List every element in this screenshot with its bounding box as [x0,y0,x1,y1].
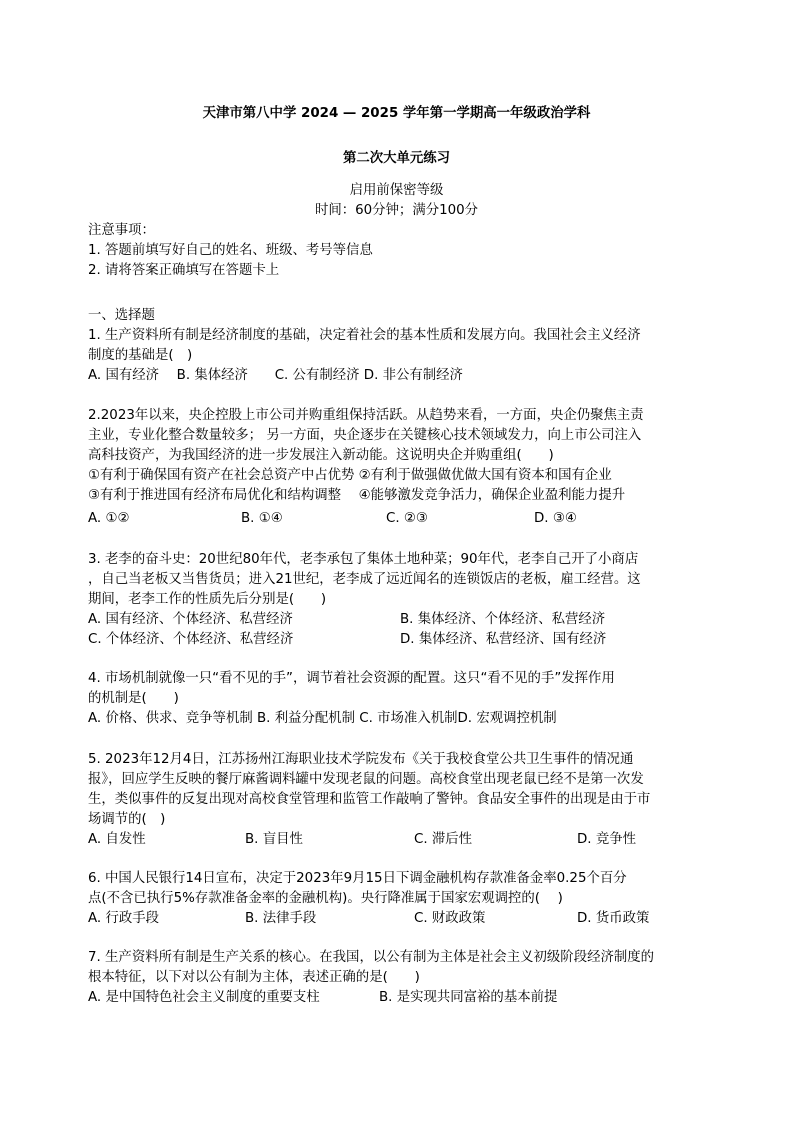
question-1-stem: 1. 生产资料所有制是经济制度的基础，决定着社会的基本性质和发展方向。我国社会主义经济 [88,328,641,343]
question-2-stem: 高科技资产，为我国经济的进一步发展注入新动能。这说明央企并购重组( ) [88,448,554,463]
confidential-label: 启用前保密等级 [349,183,444,198]
time-score-line: 时间：60分钟；满分100分 [314,203,479,218]
question-5-stem: 生，类似事件的反复出现对高校食堂管理和监管工作敲响了警钟。食品安全事件的出现是由于市 [88,792,651,807]
question-6-option-b: B. 法律手段 [245,911,317,926]
question-7-option-b: B. 是实现共同富裕的基本前提 [379,990,558,1005]
question-7-stem: 7. 生产资料所有制是生产关系的核心。在我国，以公有制为主体是社会主义初级阶段经济制度的 [88,950,655,965]
question-6-option-d: D. 货币政策 [577,911,650,926]
exam-title: 天津市第八中学 2024 — 2025 学年第一学期高一年级政治学科 [202,106,591,121]
question-2-option-a: A. ①② [88,511,130,526]
question-5-stem: 5. 2023年12月4日，江苏扬州江海职业技术学院发布《关于我校食堂公共卫生事件的情况通 [88,752,634,767]
question-5-option-a: A. 自发性 [88,832,146,847]
question-3-option-a: A. 国有经济、个体经济、私营经济 [88,612,293,627]
question-2-option-c: C. ②③ [386,511,428,526]
question-4-stem: 4. 市场机制就像一只“看不见的手”，调节着社会资源的配置。这只“看不见的手”发挥作用 [88,671,615,686]
question-3-stem: 期间，老李工作的性质先后分别是( ) [88,592,327,607]
question-2-stem: 主业，专业化整合数量较多； 另一方面，央企逐步在关键核心技术领域发力，向上市公司注入 [88,428,642,443]
question-1-stem: 制度的基础是( ) [88,348,193,363]
question-4-stem: 的机制是( ) [88,691,179,706]
question-7-stem: 根本特征，以下对以公有制为主体，表述正确的是( ) [88,970,420,985]
question-2-statement: ③有利于推进国有经济布局优化和结构调整 ④能够激发竞争活力，确保企业盈利能力提升 [88,488,626,503]
question-7-option-a: A. 是中国特色社会主义制度的重要支柱 [88,990,320,1005]
question-3-stem: 3. 老李的奋斗史：20世纪80年代，老李承包了集体土地种菜；90年代，老李自己开了小商店 [88,552,639,567]
section-heading: 一、选择题 [88,308,155,323]
question-2-stem: 2.2023年以来，央企控股上市公司并购重组保持活跃。从趋势来看，一方面，央企仍聚焦主责 [88,408,644,423]
question-3-option-c: C. 个体经济、个体经济、私营经济 [88,632,294,647]
question-3-option-b: B. 集体经济、个体经济、私营经济 [400,612,606,627]
question-2-option-d: D. ③④ [534,511,577,526]
question-6-stem: 6. 中国人民银行14日宣布，决定于2023年9月15日下调金融机构存款准备金率0.25个百分 [88,871,627,886]
question-5-stem: 场调节的( ) [88,812,166,827]
question-6-option-a: A. 行政手段 [88,911,159,926]
question-2-statement: ①有利于确保国有资产在社会总资产中占优势 ②有利于做强做优做大国有资本和国有企业 [88,468,612,483]
note-item: 1. 答题前填写好自己的姓名、班级、考号等信息 [88,243,373,258]
note-item: 2. 请将答案正确填写在答题卡上 [88,263,280,278]
question-3-option-d: D. 集体经济、私营经济、国有经济 [400,632,607,647]
question-6-option-c: C. 财政政策 [414,911,486,926]
question-3-stem: ，自己当老板又当售货员；进入21世纪，老李成了远近闻名的连锁饭店的老板，雇工经营。这 [88,572,641,587]
exam-subtitle: 第二次大单元练习 [342,151,451,166]
question-2-option-b: B. ①④ [241,511,283,526]
question-5-option-d: D. 竞争性 [577,832,636,847]
question-6-stem: 点(不含已执行5%存款准备金率的金融机构)。央行降准属于国家宏观调控的( ) [88,891,563,906]
notes-heading: 注意事项： [88,223,155,238]
question-5-option-c: C. 滞后性 [414,832,473,847]
question-1-options: A. 国有经济 B. 集体经济 C. 公有制经济 D. 非公有制经济 [88,368,463,383]
question-5-stem: 报》，回应学生反映的餐厅麻酱调料罐中发现老鼠的问题。高校食堂出现老鼠已经不是第一次发 [88,772,644,787]
question-4-options: A. 价格、供求、竞争等机制 B. 利益分配机制 C. 市场准入机制D. 宏观调控机制 [88,711,557,726]
question-5-option-b: B. 盲目性 [245,832,303,847]
